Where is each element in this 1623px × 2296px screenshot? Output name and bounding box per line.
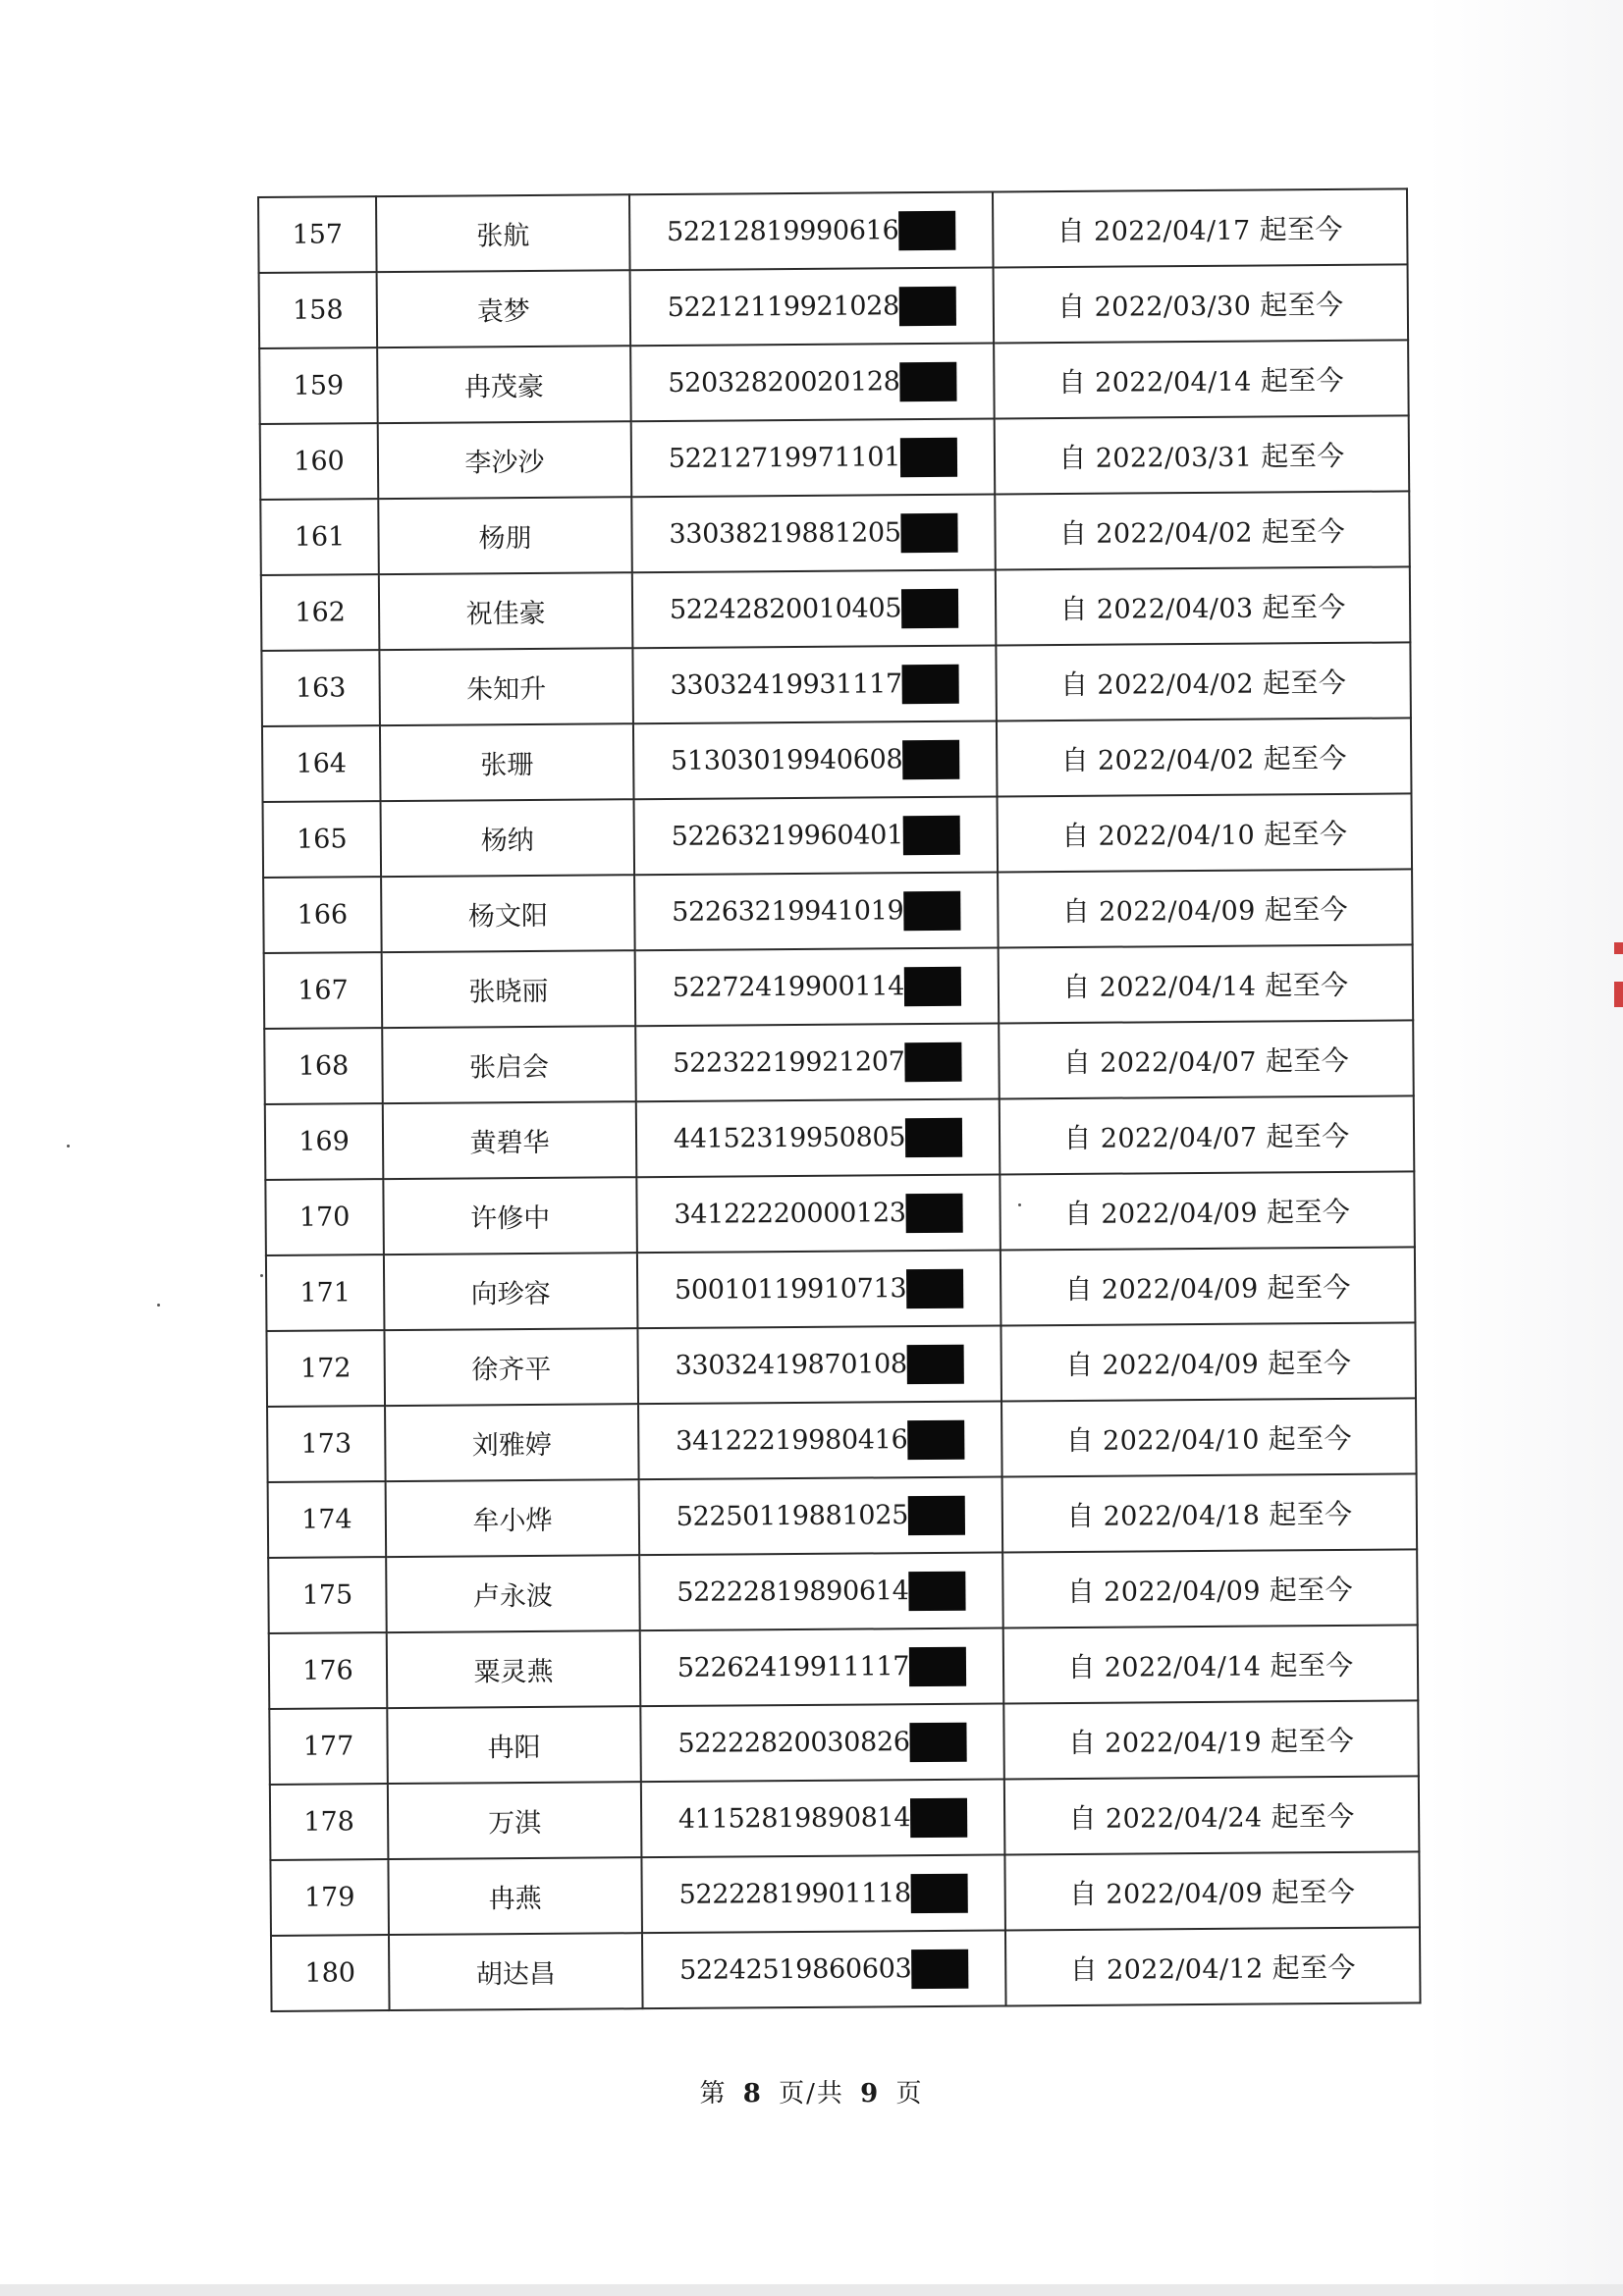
table-row (263, 869, 1413, 953)
table-row (270, 1851, 1420, 1936)
period-cell (1003, 1625, 1419, 1703)
period-suffix: 起至今 (1271, 1875, 1356, 1908)
id-number-visible: 52222819890614 (676, 1575, 909, 1608)
period-suffix: 起至今 (1259, 212, 1343, 246)
row-number: 171 (266, 1255, 385, 1331)
period-start-date: 2022/04/14 (1099, 971, 1257, 1003)
stamp-mark (1614, 982, 1623, 1007)
period-prefix: 自 (1062, 970, 1091, 1003)
table-row (258, 188, 1408, 273)
period-prefix: 自 (1069, 1952, 1099, 1986)
person-name: 张珊 (380, 723, 634, 801)
period-cell (998, 869, 1413, 947)
period-prefix: 自 (1061, 819, 1090, 852)
period-start-date: 2022/04/03 (1096, 593, 1254, 625)
person-name: 冉燕 (388, 1857, 642, 1935)
period-start-date: 2022/04/14 (1104, 1651, 1262, 1683)
redaction-block (899, 361, 956, 400)
id-number-visible: 52242820010405 (669, 593, 902, 625)
period-prefix: 自 (1058, 516, 1088, 550)
id-number-cell (634, 796, 999, 875)
row-number: 162 (261, 574, 380, 651)
period-cell (999, 944, 1414, 1023)
table-row (269, 1700, 1419, 1785)
id-number-cell (635, 947, 1000, 1026)
table-row (265, 1095, 1415, 1180)
period-suffix: 起至今 (1264, 892, 1349, 927)
period-suffix: 起至今 (1261, 514, 1346, 549)
row-number: 178 (270, 1784, 389, 1860)
period-start-date: 2022/04/07 (1100, 1122, 1258, 1154)
person-name: 粟灵燕 (387, 1630, 641, 1708)
row-number: 168 (264, 1028, 383, 1104)
redaction-block (910, 1722, 967, 1761)
period-prefix: 自 (1059, 592, 1089, 625)
id-number-cell (632, 569, 997, 648)
period-suffix: 起至今 (1267, 1270, 1351, 1304)
period-start-date: 2022/04/02 (1097, 744, 1255, 776)
id-number-visible: 33032419870108 (675, 1349, 907, 1381)
period-cell (995, 491, 1410, 569)
period-prefix: 自 (1068, 1877, 1098, 1910)
period-start-date: 2022/04/14 (1095, 366, 1252, 399)
redaction-block (898, 210, 955, 249)
period-prefix: 自 (1056, 214, 1086, 247)
id-number-cell (637, 1250, 1001, 1328)
table-row (262, 718, 1412, 802)
table-row (259, 340, 1409, 424)
table-row (260, 415, 1410, 500)
footer-middle: 页/共 (779, 2079, 844, 2109)
id-number-cell (638, 1401, 1002, 1479)
row-number: 177 (269, 1708, 388, 1785)
period-cell (994, 264, 1409, 343)
period-cell (1002, 1549, 1418, 1628)
period-cell (994, 340, 1409, 418)
table-row (266, 1247, 1416, 1331)
id-number-visible: 52272419900114 (672, 971, 905, 1003)
table-row (267, 1398, 1417, 1482)
table-row (263, 793, 1413, 878)
table-row (259, 264, 1409, 348)
id-number-visible: 44152319950805 (673, 1122, 906, 1154)
row-number: 170 (265, 1179, 384, 1255)
period-suffix: 起至今 (1260, 288, 1344, 322)
period-start-date: 2022/03/30 (1094, 291, 1252, 323)
redaction-block (911, 1949, 968, 1988)
row-number: 175 (268, 1557, 387, 1633)
footer-suffix: 页 (895, 2079, 924, 2109)
period-cell (1000, 1171, 1415, 1250)
period-prefix: 自 (1066, 1499, 1095, 1532)
period-suffix: 起至今 (1262, 590, 1346, 624)
id-number-cell (636, 1098, 1001, 1177)
id-number-visible: 52263219941019 (672, 895, 904, 928)
id-number-cell (633, 721, 998, 799)
table-row (261, 642, 1411, 726)
id-number-cell (630, 268, 995, 347)
period-cell (1004, 1851, 1420, 1930)
row-number: 163 (261, 650, 380, 726)
period-start-date: 2022/04/09 (1106, 1878, 1264, 1910)
person-name: 卢永波 (386, 1555, 640, 1632)
row-number: 159 (259, 347, 378, 424)
redaction-block (908, 1495, 965, 1534)
row-number: 165 (263, 801, 382, 878)
person-name: 杨朋 (378, 497, 632, 574)
period-suffix: 起至今 (1266, 1119, 1350, 1152)
period-suffix: 起至今 (1263, 741, 1347, 775)
period-start-date: 2022/04/02 (1097, 668, 1255, 701)
period-cell (1002, 1473, 1418, 1552)
period-start-date: 2022/04/10 (1098, 820, 1256, 852)
redaction-block (900, 437, 957, 476)
period-prefix: 自 (1061, 894, 1091, 928)
redaction-block (903, 815, 960, 854)
redaction-block (902, 664, 959, 703)
table-row (260, 491, 1410, 575)
period-suffix: 起至今 (1270, 1648, 1354, 1682)
period-start-date: 2022/03/31 (1095, 442, 1253, 474)
period-prefix: 自 (1060, 743, 1090, 776)
row-number: 180 (271, 1935, 390, 2011)
period-suffix: 起至今 (1260, 363, 1345, 398)
period-cell (1001, 1398, 1417, 1476)
period-suffix: 起至今 (1269, 1497, 1353, 1530)
table-row (270, 1776, 1420, 1860)
period-prefix: 自 (1063, 1121, 1092, 1154)
person-name: 张晓丽 (382, 950, 636, 1028)
period-start-date: 2022/04/09 (1099, 895, 1256, 928)
scan-bottom-strip (0, 2284, 1623, 2296)
person-name: 李沙沙 (378, 421, 632, 499)
id-number-cell (640, 1628, 1004, 1706)
person-name: 牟小烨 (386, 1479, 640, 1557)
period-cell (1000, 1095, 1415, 1174)
table-row (266, 1322, 1416, 1407)
period-prefix: 自 (1065, 1348, 1094, 1381)
period-start-date: 2022/04/09 (1102, 1349, 1260, 1381)
period-prefix: 自 (1058, 441, 1087, 474)
period-cell (995, 415, 1410, 494)
row-number: 169 (265, 1103, 384, 1180)
redaction-block (907, 1419, 964, 1459)
period-start-date: 2022/04/24 (1105, 1802, 1263, 1835)
period-start-date: 2022/04/09 (1101, 1198, 1259, 1230)
person-name: 胡达昌 (389, 1933, 643, 2010)
table-row (269, 1625, 1419, 1709)
scan-speck (67, 1145, 70, 1148)
redaction-block (906, 1193, 963, 1232)
id-number-visible: 52212819990616 (667, 215, 899, 247)
person-name: 许修中 (383, 1177, 637, 1255)
id-number-cell (631, 495, 996, 573)
period-prefix: 自 (1064, 1272, 1094, 1306)
period-cell (1005, 1927, 1421, 2005)
id-number-visible: 34122220000123 (674, 1198, 906, 1230)
row-number: 164 (262, 725, 381, 802)
person-name: 杨纳 (381, 799, 635, 877)
id-number-visible: 52222820030826 (677, 1727, 910, 1759)
row-number: 160 (260, 423, 379, 500)
stamp-mark (1614, 942, 1623, 954)
id-number-cell (641, 1854, 1005, 1933)
redaction-block (901, 512, 958, 552)
period-cell (1003, 1700, 1419, 1779)
period-suffix: 起至今 (1261, 439, 1345, 473)
period-suffix: 起至今 (1268, 1421, 1353, 1455)
period-cell (1001, 1322, 1416, 1401)
period-suffix: 起至今 (1262, 666, 1347, 700)
id-number-visible: 33032419931117 (670, 668, 902, 701)
period-start-date: 2022/04/10 (1102, 1424, 1260, 1457)
person-name: 万淇 (388, 1782, 642, 1859)
personnel-table-body (258, 188, 1421, 2011)
period-cell (996, 566, 1411, 645)
row-number: 157 (258, 196, 377, 273)
id-number-cell (642, 1930, 1006, 2008)
id-number-cell (630, 344, 995, 422)
period-cell (996, 642, 1411, 721)
period-start-date: 2022/04/12 (1106, 1953, 1264, 1986)
period-suffix: 起至今 (1264, 817, 1348, 851)
period-suffix: 起至今 (1271, 1799, 1355, 1833)
footer-total-pages: 9 (860, 2079, 881, 2109)
period-prefix: 自 (1066, 1575, 1096, 1608)
period-prefix: 自 (1057, 365, 1087, 399)
row-number: 173 (267, 1406, 386, 1482)
id-number-visible: 52212119921028 (667, 291, 900, 323)
person-name: 袁梦 (377, 270, 631, 347)
personnel-table (257, 187, 1422, 2012)
period-prefix: 自 (1062, 1045, 1092, 1079)
period-prefix: 自 (1067, 1726, 1097, 1759)
page-number-footer (0, 2073, 1623, 2109)
redaction-block (904, 966, 961, 1005)
period-cell (1001, 1247, 1416, 1325)
person-name: 杨文阳 (381, 875, 635, 952)
id-number-visible: 52242519860603 (678, 1953, 912, 1986)
redaction-block (909, 1646, 966, 1685)
period-prefix: 自 (1068, 1801, 1098, 1835)
redaction-block (899, 286, 956, 325)
table-row (264, 944, 1414, 1029)
period-cell (997, 718, 1412, 796)
id-number-visible: 52232219921207 (673, 1046, 905, 1079)
period-suffix: 起至今 (1269, 1573, 1354, 1606)
id-number-visible: 51303019940608 (670, 744, 903, 776)
period-suffix: 起至今 (1266, 1195, 1351, 1228)
person-name: 张启会 (382, 1026, 636, 1103)
person-name: 冉茂豪 (377, 346, 631, 423)
id-number-visible: 34122219980416 (676, 1424, 908, 1457)
redaction-block (908, 1571, 965, 1610)
id-number-visible: 52250119881025 (676, 1500, 909, 1532)
period-start-date: 2022/04/17 (1093, 215, 1251, 247)
redaction-block (902, 739, 959, 778)
person-name: 祝佳豪 (379, 572, 633, 650)
period-start-date: 2022/04/19 (1105, 1727, 1263, 1759)
id-number-cell (629, 192, 994, 271)
table-row (271, 1927, 1421, 2011)
person-name: 朱知升 (379, 648, 633, 725)
period-prefix: 自 (1057, 290, 1086, 323)
period-cell (998, 793, 1413, 872)
table-row (261, 566, 1411, 651)
period-cell (1004, 1776, 1420, 1854)
id-number-cell (632, 645, 997, 723)
footer-prefix: 第 (699, 2079, 728, 2109)
redaction-block (906, 1268, 963, 1308)
period-start-date: 2022/04/18 (1103, 1500, 1261, 1532)
table-row (264, 1020, 1414, 1104)
id-number-cell (639, 1552, 1003, 1630)
id-number-visible: 52212719971101 (668, 442, 901, 474)
id-number-cell (639, 1476, 1003, 1555)
period-suffix: 起至今 (1270, 1724, 1355, 1757)
period-cell (999, 1020, 1414, 1098)
id-number-cell (640, 1703, 1004, 1782)
table-row (268, 1549, 1418, 1633)
period-start-date: 2022/04/09 (1104, 1575, 1261, 1608)
period-start-date: 2022/04/07 (1100, 1046, 1258, 1079)
table-row (265, 1171, 1415, 1255)
redaction-block (903, 890, 960, 930)
redaction-block (907, 1344, 964, 1383)
table-row (268, 1473, 1418, 1558)
redaction-block (911, 1873, 968, 1912)
footer-current-page: 8 (742, 2079, 763, 2109)
period-prefix: 自 (1059, 667, 1089, 701)
id-number-visible: 52262419911117 (676, 1651, 910, 1683)
scan-speck (260, 1274, 263, 1277)
period-suffix: 起至今 (1265, 968, 1349, 1001)
redaction-block (905, 1117, 962, 1156)
row-number: 166 (263, 877, 382, 953)
id-number-cell (635, 1023, 1000, 1101)
period-start-date: 2022/04/09 (1101, 1273, 1259, 1306)
period-suffix: 起至今 (1265, 1043, 1350, 1077)
redaction-block (901, 588, 958, 627)
id-number-visible: 33038219881205 (669, 517, 901, 550)
redaction-block (910, 1797, 967, 1837)
edge-stamp-fragment (1614, 942, 1623, 1041)
person-name: 刘雅婷 (385, 1404, 639, 1481)
id-number-visible: 52222819901118 (678, 1878, 911, 1910)
row-number: 158 (259, 272, 378, 348)
id-number-cell (634, 872, 999, 950)
period-prefix: 自 (1063, 1197, 1093, 1230)
id-number-visible: 52263219960401 (671, 820, 904, 852)
person-name: 向珍容 (384, 1253, 638, 1330)
person-name: 黄碧华 (383, 1101, 637, 1179)
scan-edge-shadow (1427, 0, 1623, 2296)
row-number: 179 (270, 1859, 389, 1936)
id-number-cell (637, 1325, 1001, 1404)
person-name: 徐齐平 (384, 1328, 638, 1406)
id-number-visible: 50010119910713 (674, 1273, 907, 1306)
scan-speck (157, 1304, 160, 1307)
id-number-cell (631, 419, 996, 498)
row-number: 174 (268, 1481, 387, 1558)
row-number: 172 (266, 1330, 385, 1407)
row-number: 176 (269, 1632, 388, 1709)
row-number: 161 (260, 499, 379, 575)
redaction-block (904, 1041, 961, 1081)
period-suffix: 起至今 (1271, 1950, 1356, 1984)
id-number-cell (641, 1779, 1005, 1857)
period-prefix: 自 (1065, 1423, 1095, 1457)
person-name: 冉阳 (387, 1706, 641, 1784)
period-suffix: 起至今 (1268, 1346, 1352, 1379)
id-number-cell (636, 1174, 1001, 1253)
person-name: 张航 (376, 194, 630, 272)
id-number-visible: 52032820020128 (668, 366, 900, 399)
period-start-date: 2022/04/02 (1096, 517, 1254, 550)
id-number-visible: 41152819890814 (677, 1802, 911, 1835)
period-prefix: 自 (1067, 1650, 1096, 1683)
row-number: 167 (264, 952, 383, 1029)
period-cell (993, 188, 1408, 267)
